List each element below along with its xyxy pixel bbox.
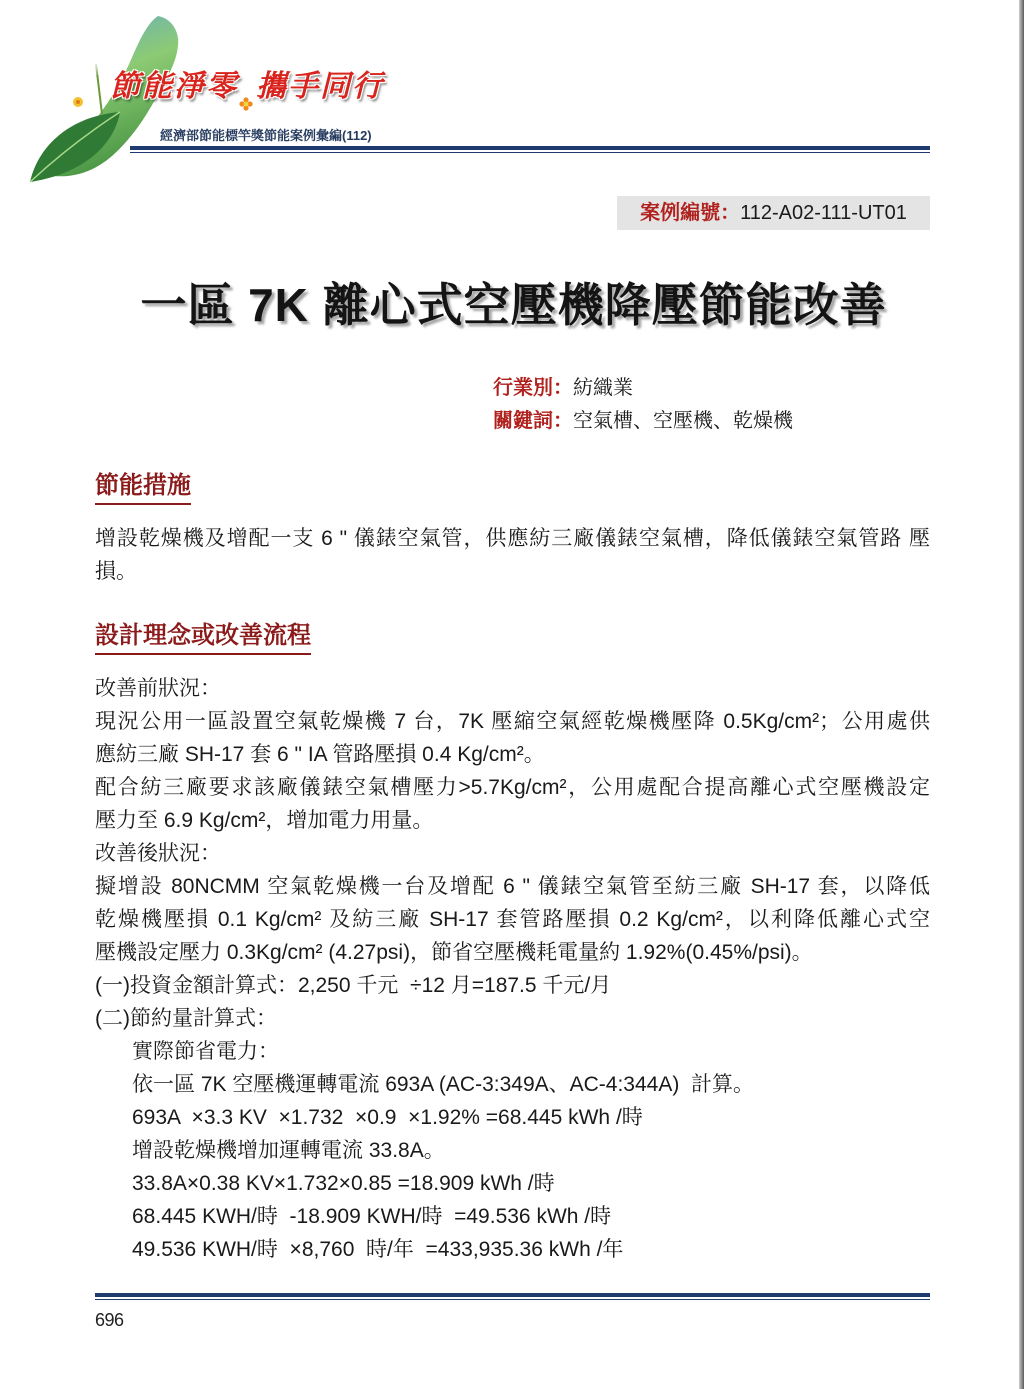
industry-value: 紡織業 [573,377,633,399]
logo-text-right: 攜手同行 [256,70,384,103]
body-line: 損。 [95,560,137,583]
body-line: 改善前狀況： [95,677,221,700]
keywords-label: 關鍵詞： [493,410,573,432]
case-number-label: 案例編號： [640,202,741,224]
body-line: 壓力至 6.9 Kg/cm²，增加電力用量。 [95,809,434,832]
body-line: 應紡三廠 SH-17 套 6 " IA 管路壓損 0.4 Kg/cm²。 [95,743,545,766]
page-edge [1019,0,1024,1389]
body-line: 693A ×3.3 KV ×1.732 ×0.9 ×1.92% =68.445 kWh /時 [132,1106,643,1129]
body-line: 配合紡三廠要求該廠儀錶空氣槽壓力>5.7Kg/cm²，公用處配合提高離心式空壓機設定 [95,776,930,799]
header-subtitle: 經濟部節能標竿獎節能案例彙編(112) [160,128,372,143]
footer-rule-thick [95,1293,930,1297]
body-line: 改善後狀況： [95,842,221,865]
header-rule-thick [130,146,930,150]
keywords-value: 空氣槽、空壓機、乾燥機 [573,410,793,432]
body-line: (二)節約量計算式： [95,1007,277,1030]
body-line: (一)投資金額計算式：2,250 千元 ÷12 月=187.5 千元/月 [95,974,612,997]
body-line: 擬增設 80NCMM 空氣乾燥機一台及增配 6 " 儀錶空氣管至紡三廠 SH-17 套，以降低 [95,875,930,898]
case-number-box [617,196,930,230]
body-line: 實際節省電力： [132,1040,279,1063]
page-number: 696 [95,1310,124,1330]
case-number-value: 112-A02-111-UT01 [740,202,907,224]
body-line: 依一區 7K 空壓機運轉電流 693A (AC-3:349A、AC-4:344A) 計算。 [132,1073,755,1096]
header-rule [130,146,930,153]
body-line: 現況公用一區設置空氣乾燥機 7 台，7K 壓縮空氣經乾燥機壓降 0.5Kg/cm²；公用處供 [95,710,930,733]
body-line: 68.445 KWH/時 -18.909 KWH/時 =49.536 kWh /時 [132,1205,612,1228]
flower-icon [239,81,253,95]
body-line: 33.8A×0.38 KV×1.732×0.85 =18.909 kWh /時 [132,1172,555,1195]
body-line: 乾燥機壓損 0.1 Kg/cm² 及紡三廠 SH-17 套管路壓損 0.2 Kg/cm²，以利降低離心式空 [95,908,930,931]
logo-text-left: 節能淨零 [110,70,238,103]
industry-label: 行業別： [493,377,573,399]
body-line: 增設乾燥機增加運轉電流 33.8A。 [132,1139,445,1162]
case-meta [493,372,793,438]
body-line: 增設乾燥機及增配一支 6 " 儀錶空氣管，供應紡三廠儀錶空氣槽，降低儀錶空氣管路 壓 [95,527,930,550]
page-title: 一區 7K 離心式空壓機降壓節能改善 [140,279,887,331]
section-body-measures [95,522,930,588]
body-line: 壓機設定壓力 0.3Kg/cm² (4.27psi)，節省空壓機耗電量約 1.92%(0.45%/psi)。 [95,941,813,964]
body-line: 49.536 KWH/時 ×8,760 時/年 =433,935.36 kWh /年 [132,1238,624,1261]
section-heading-measures: 節能措施 [95,471,191,505]
footer-rule [95,1293,930,1300]
section-heading-design: 設計理念或改善流程 [95,621,311,655]
footer-rule-thin [95,1299,930,1300]
section-body-design [95,672,930,1266]
logo-slogan [110,66,384,108]
header-rule-thin [130,152,930,153]
industry-row [493,372,793,405]
keywords-row [493,405,793,438]
